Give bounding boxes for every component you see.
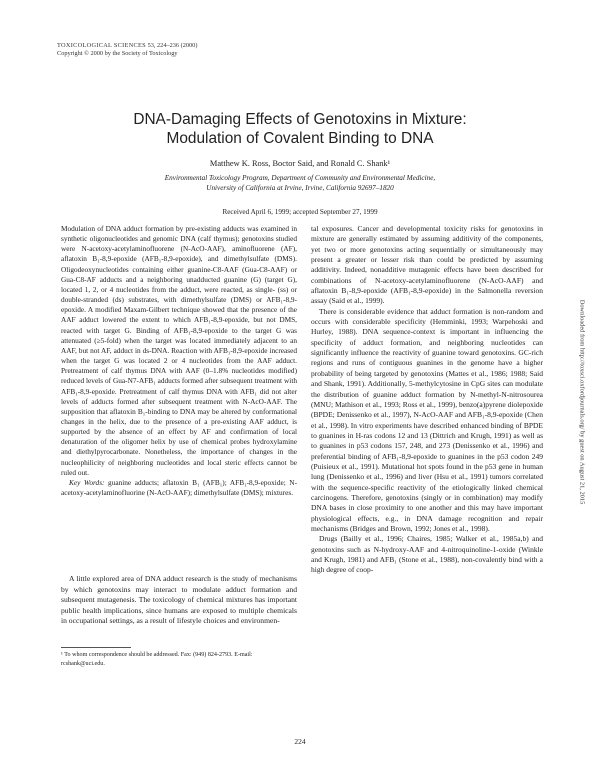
- keywords-label: Key Words:: [69, 477, 105, 487]
- download-sidebar: [576, 232, 588, 572]
- page-number: 224: [294, 737, 306, 746]
- right-paragraph-2: There is considerable evidence that adduct formation is non-random and occurs with considerable specificity (Hemminki, 1993; Warpehoski and Hurley, 1988). DNA sequence-context is important in influencing the specificity of adduct formation, and neighboring nucleotides can significantly influence the reactivity of guanine toward genotoxins. GC-rich regions and runs of contiguous guanines in the genome have a higher probability of being targeted by genotoxins (Mattes et al., 1986; 1988; Said and Shank, 1991). Additionally, 5-methylcytosine in CpG sites can modulate the distribution of guanine adduct formation by N-methyl-N-nitrosourea (MNU; Mathison et al., 1993; Ross et al., 1999), benzo(a)pyrene diolepoxide (BPDE; Denissenko et al., 1997), N-AcO-AAF and AFB₁-8,9-epoxide (Chen et al., 1998). In vitro experiments have described enhanced binding of BPDE to guanines in H-ras codons 12 and 13 (Dittrich and Krugh, 1991) as well as to guanines in p53 codons 157, 248, and 273 (Denissenko et al., 1996) and preferential binding of AFB₁-8,9-epoxide to guanines in the p53 codon 249 (Puisieux et al., 1991). Mutational hot spots found in the p53 gene in human lung (Denissenko et al., 1996) and liver (Hsu et al., 1991) tumors correlated with the sequence-specific reactivity of the etiologically linked chemical carcinogens. Therefore, genotoxins (singly or in combination) may modify DNA bases in close proximity to one another and this may have important physiological effects, e.g., in DNA damage recognition and repair mechanisms (Bridges and Brown, 1992; Jones et al., 1998).: [311, 306, 543, 533]
- title-line-1: DNA-Damaging Effects of Genotoxins in Mixture:: [133, 111, 467, 128]
- journal-citation: 53, 224–236 (2000): [147, 42, 198, 49]
- affiliation: [0, 174, 600, 193]
- keywords-text: guanine adducts; aflatoxin B₁ (AFB₁); AFB₁-8,9-epoxide; N-acetoxy-acetylaminofluorine (N-AcO-AAF); dimethylsulfate (DMS); mixtures.: [61, 477, 297, 498]
- journal-name: TOXICOLOGICAL SCIENCES: [57, 42, 146, 49]
- intro-paragraph: A little explored area of DNA adduct research is the study of mechanisms by which genotoxins may interact to modulate adduct formation and subsequent mutagenesis. The toxicology of chemical mixtures has important public health implications, since humans are exposed to multiple chemicals in occupational settings, as a result of lifestyle choices and environmen-: [61, 574, 297, 626]
- authors: Matthew K. Ross, Boctor Said, and Ronald C. Shank¹: [209, 159, 391, 168]
- affiliation-line-1: Environmental Toxicology Program, Department of Community and Environmental Medicine,: [164, 174, 436, 182]
- keywords: [61, 478, 297, 498]
- right-paragraph-1: tal exposures. Cancer and developmental toxicity risks for genotoxins in mixture are generally estimated by assuming additivity of the components, yet two or more genotoxins acting sequentially or simultaneously may present a greater or lesser risk than could be predicted by assuming additivity. Indeed, nonadditive mutagenic effects have been described for combinations of N-acetoxy-acetylaminofluorene (N-AcO-AAF) and aflatoxin B₁-8,9-epoxide (AFB₁-8,9-epoxide) in the Salmonella reversion assay (Said et al., 1999).: [311, 224, 543, 306]
- footnote-rule: [61, 647, 131, 648]
- abstract-column: [61, 224, 297, 498]
- article-title: [0, 110, 600, 148]
- abstract-text: Modulation of DNA adduct formation by pre-existing adducts was examined in synthetic oligonucleotides and genomic DNA (calf thymus); genotoxins studied were N-acetoxy-acetylaminofluorene (N-AcO-AAF), aminofluorene (AF), aflatoxin B₁-8,9-epoxide (AFB₁-8,9-epoxide), and dimethylsulfate (DMS). Oligodeoxynucleotides containing either guanine-C8-AAF (Gua-C8-AAF) or Gua-C8-AF adducts and a neighboring unadducted guanine (G) (target G), located 1, 2, or 4 nucleotides from the adduct, were reacted, as single- (ss) or double-stranded (ds) substrates, with dimethylsulfate (DMS) or AFB₁-8,9-epoxide. A modified Maxam-Gilbert technique showed that the presence of the AAF adduct lowered the extent to which AFB₁-8,9-epoxide, but not DMS, reacted with target G. Binding of AFB₁-8,9-epoxide to the target G was attenuated (≥5-fold) when the target was located immediately adjacent to an AAF, but not AF, adduct in ds-DNA. Reaction with AFB₁-8,9-epoxide increased when the target G was located 2 or 4 nucleotides from the AAF adduct. Pretreatment of calf thymus DNA with AAF (0–1.8% nucleotides modified) reduced levels of Gua-N7-AFB₁ adducts formed after subsequent treatment with AFB₁-8,9-epoxide. Pretreatment of calf thymus DNA with AFB₁ did not alter levels of adducts formed after subsequent treatment with N-AcO-AAF. The supposition that aflatoxin B₁-binding to DNA may be altered by conformational changes in the helix, due to the presence of a pre-existing AAF adduct, is supported by the absence of an effect by AF and confirmation of local denaturation of the oligomer helix by use of chemical probes hydroxylamine and diethylpyrocarbonate. Nonetheless, the importance of changes in the nucleophilicity of neighboring nucleotides and local steric effects cannot be ruled out.: [61, 224, 297, 477]
- right-column: [311, 224, 543, 576]
- received-dates: Received April 6, 1999; accepted September 27, 1999: [222, 208, 378, 216]
- right-paragraph-3: Drugs (Bailly et al., 1996; Chaires, 1985; Walker et al., 1985a,b) and genotoxins such as N-hydroxy-AAF and 4-nitroquinoline-1-oxide (Winkle and Krugh, 1981) and AFB₁ (Stone et al., 1988), non-covalently bind with a high degree of coop-: [311, 534, 543, 575]
- copyright-line: Copyright © 2000 by the Society of Toxicology: [57, 50, 178, 57]
- introduction-column: [61, 574, 297, 627]
- journal-header: [57, 42, 197, 58]
- title-line-2: Modulation of Covalent Binding to DNA: [166, 130, 434, 147]
- footnote: ¹ To whom correspondence should be addressed. Fax: (949) 824-2793. E-mail: rcshank@uci.edu.: [61, 652, 253, 667]
- download-notice: Downloaded from http://toxsci.oxfordjournals.org/ by guest on August 21, 2015: [578, 299, 586, 505]
- affiliation-line-2: University of California at Irvine, Irvine, California 92697–1820: [206, 183, 394, 192]
